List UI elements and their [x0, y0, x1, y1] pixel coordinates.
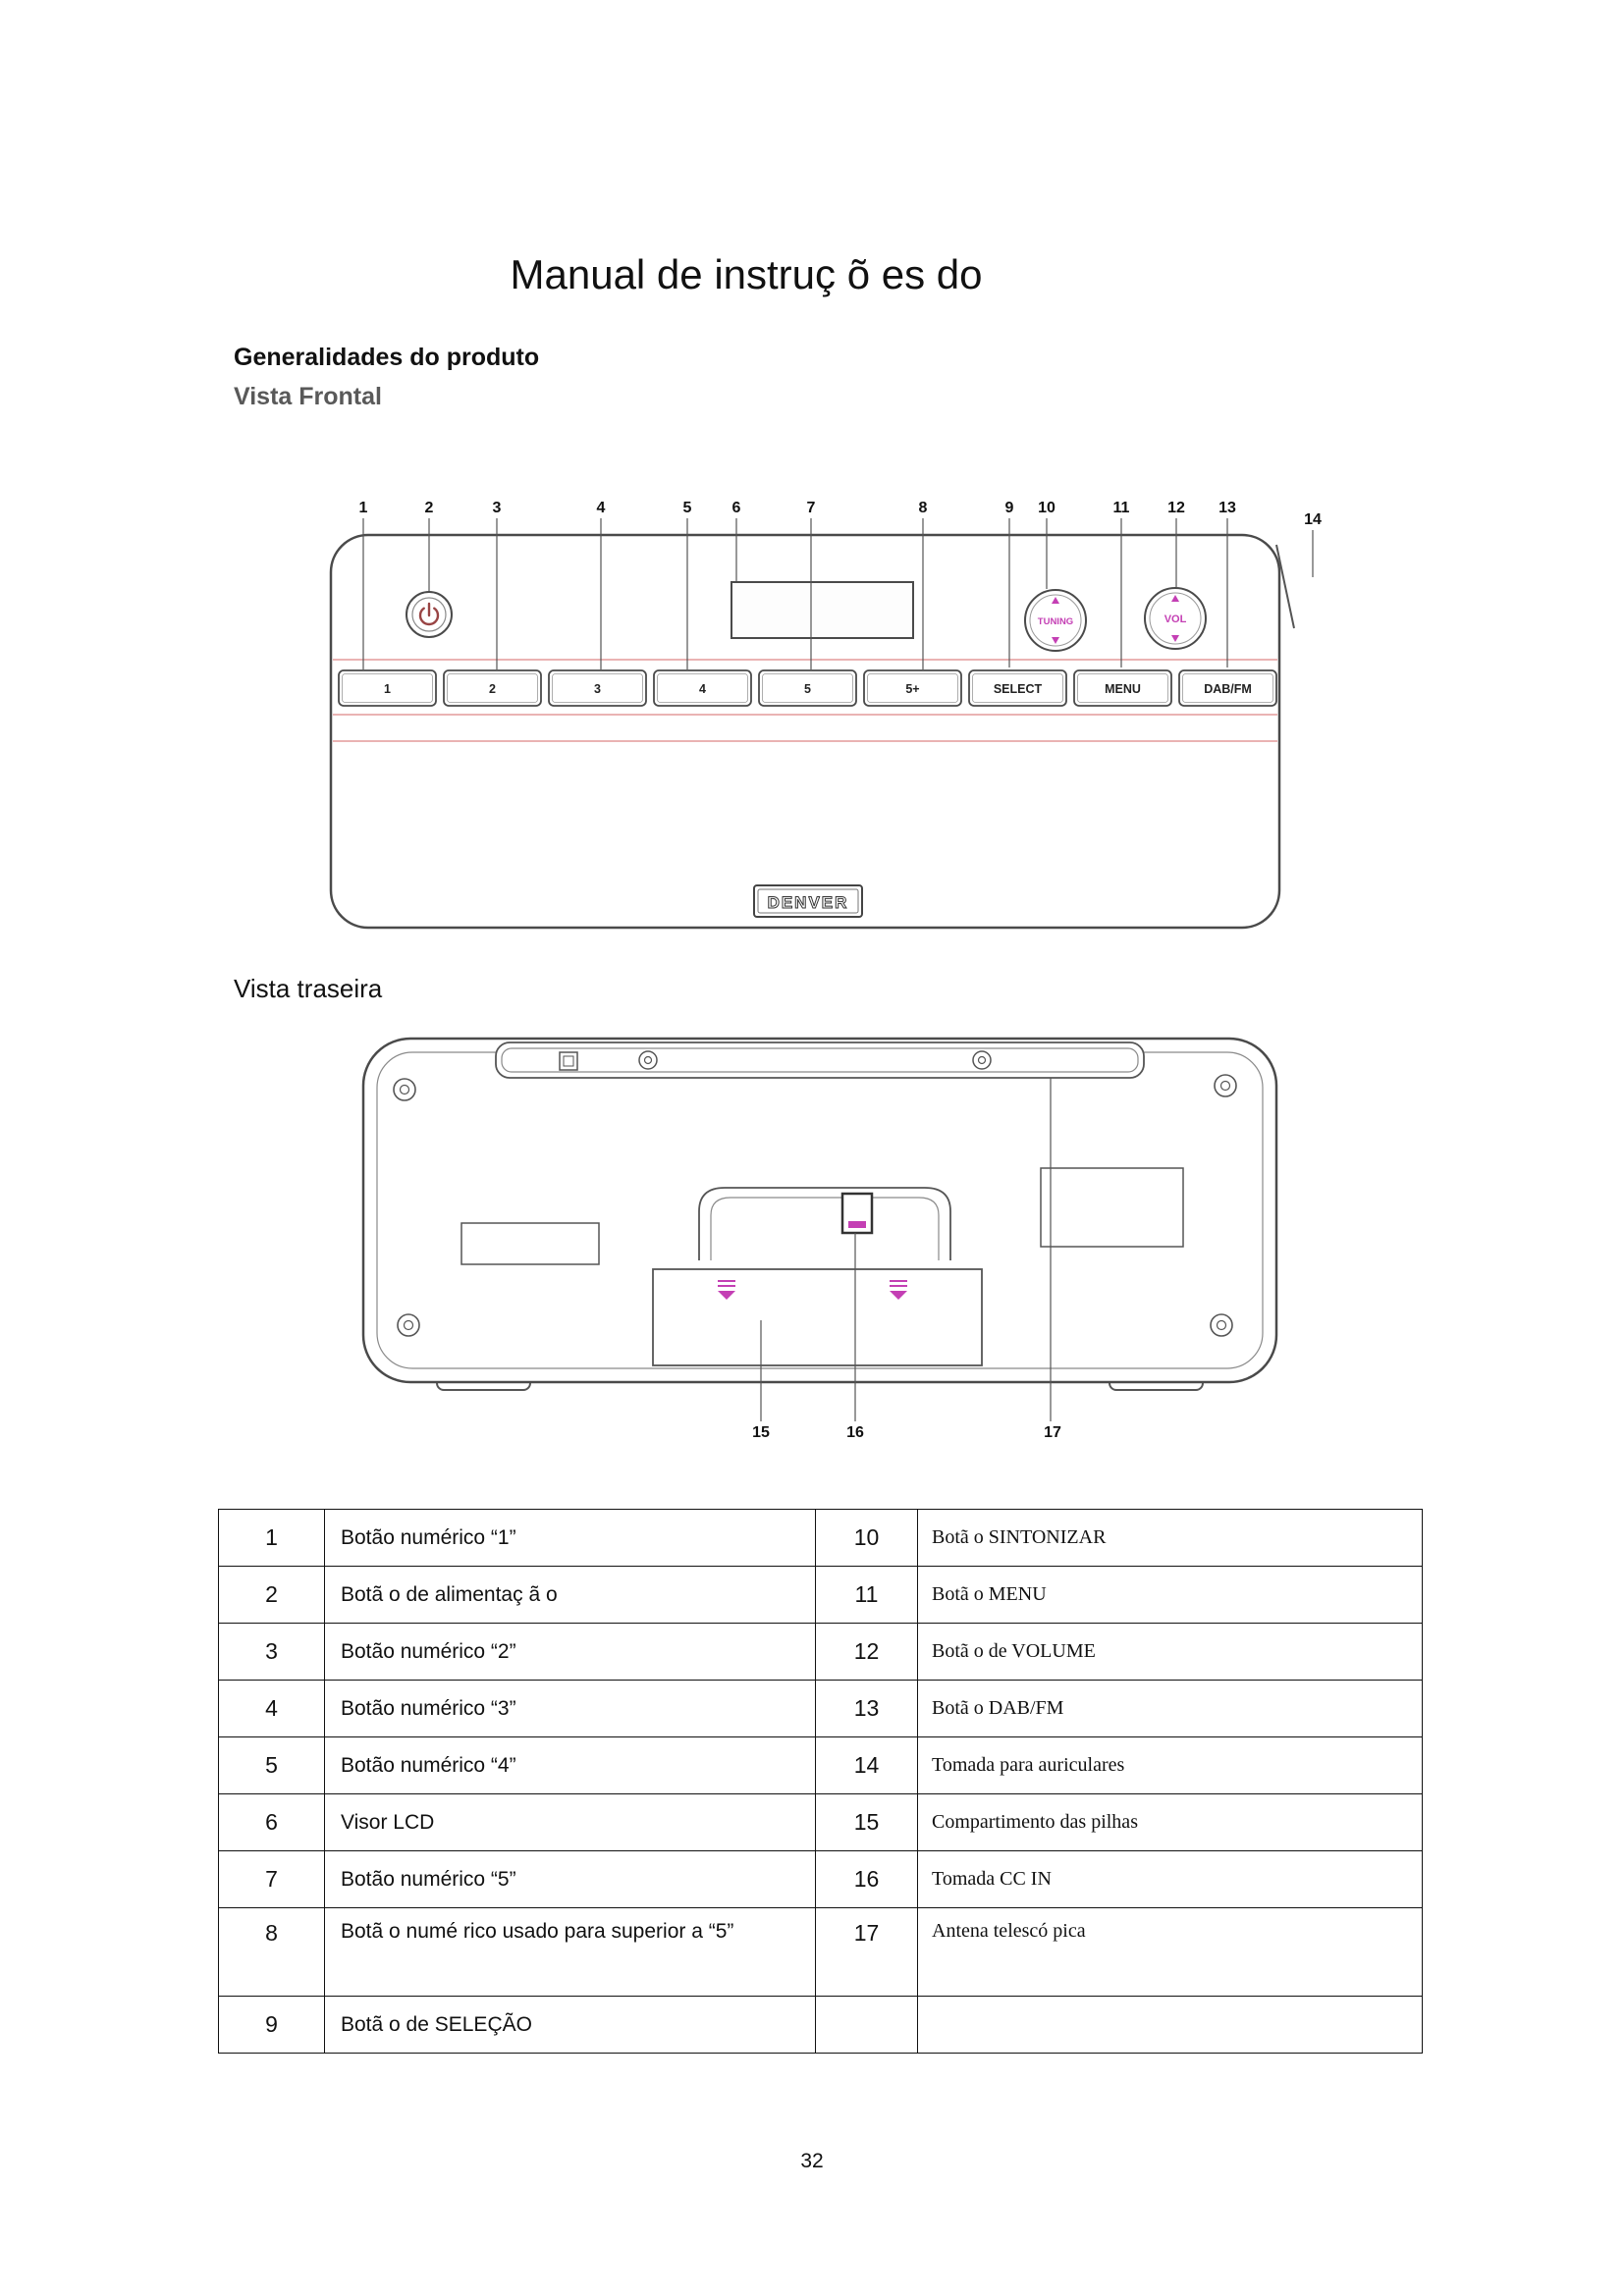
- select-button: [969, 670, 1066, 706]
- menu-button: [1074, 670, 1171, 706]
- rear-view-diagram: [353, 1029, 1296, 1461]
- part-number: 7: [219, 1851, 325, 1908]
- part-desc: Compartimento das pilhas: [918, 1794, 1423, 1851]
- antenna-screw-right-icon: [973, 1051, 991, 1069]
- table-row: [219, 1997, 1423, 2054]
- front-callout-numbers: [359, 500, 1322, 528]
- part-number: 8: [219, 1908, 325, 1997]
- callout-10: 10: [1038, 500, 1056, 516]
- part-desc: Botã o MENU: [918, 1567, 1423, 1624]
- part-desc: Visor LCD: [325, 1794, 816, 1851]
- tuning-label: TUNING: [1037, 616, 1074, 627]
- dabfm-button: [1179, 670, 1276, 706]
- antenna-screw-left-icon: [639, 1051, 657, 1069]
- battery-compartment-door: [653, 1269, 982, 1365]
- preset-button-1-label: 1: [384, 682, 391, 696]
- callout-1: 1: [358, 500, 368, 516]
- table-row: [219, 1567, 1423, 1624]
- lcd-display: [731, 582, 913, 638]
- dc-in-label-mark: [848, 1221, 866, 1228]
- part-desc: Botã o de SELEÇÃO: [325, 1997, 816, 2054]
- part-number: 9: [219, 1997, 325, 2054]
- part-desc: Botão numérico “4”: [325, 1737, 816, 1794]
- table-row: [219, 1510, 1423, 1567]
- screw-bottom-left-icon: [398, 1314, 419, 1336]
- callout-13: 13: [1218, 500, 1236, 516]
- part-desc: [918, 1997, 1423, 2054]
- callout-17: 17: [1044, 1424, 1061, 1441]
- front-button-row: [339, 670, 1276, 706]
- preset-button-1: [339, 670, 436, 706]
- callout-12: 12: [1167, 500, 1185, 516]
- preset-button-3-label: 3: [594, 682, 601, 696]
- part-number: 12: [816, 1624, 918, 1681]
- screw-top-right-icon: [1215, 1075, 1236, 1096]
- part-number: 5: [219, 1737, 325, 1794]
- rear-callout-numbers: [752, 1424, 1061, 1441]
- parts-table: [218, 1509, 1423, 2054]
- dabfm-button-label: DAB/FM: [1204, 682, 1252, 696]
- part-number: 17: [816, 1908, 918, 1997]
- power-button: [406, 592, 452, 637]
- screw-bottom-right-icon: [1211, 1314, 1232, 1336]
- part-number: [816, 1997, 918, 2054]
- part-number: 6: [219, 1794, 325, 1851]
- volume-label: VOL: [1164, 614, 1187, 625]
- part-desc: Botão numérico “1”: [325, 1510, 816, 1567]
- volume-knob: [1145, 588, 1206, 649]
- part-number: 10: [816, 1510, 918, 1567]
- callout-9: 9: [1004, 500, 1014, 516]
- dc-in-dock: [699, 1188, 950, 1260]
- table-row: [219, 1794, 1423, 1851]
- callout-2: 2: [424, 500, 434, 516]
- part-number: 14: [816, 1737, 918, 1794]
- part-desc: Botão numérico “3”: [325, 1681, 816, 1737]
- right-panel: [1041, 1168, 1183, 1247]
- preset-button-2-label: 2: [489, 682, 496, 696]
- denver-logo: [754, 885, 862, 917]
- part-number: 1: [219, 1510, 325, 1567]
- part-number: 11: [816, 1567, 918, 1624]
- part-number: 15: [816, 1794, 918, 1851]
- tuning-knob: [1025, 590, 1086, 651]
- section-heading-rear-view: Vista traseira: [234, 974, 383, 1003]
- telescopic-antenna-bar: [496, 1042, 1144, 1078]
- preset-button-4: [654, 670, 751, 706]
- front-view-diagram: [324, 481, 1335, 952]
- menu-button-label: MENU: [1105, 682, 1141, 696]
- callout-8: 8: [918, 500, 928, 516]
- part-desc: Antena telescó pica: [918, 1908, 1423, 1997]
- part-number: 16: [816, 1851, 918, 1908]
- section-heading-front-view: Vista Frontal: [234, 383, 382, 410]
- callout-7: 7: [806, 500, 816, 516]
- part-number: 2: [219, 1567, 325, 1624]
- part-desc: Botã o numé rico usado para superior a “5”: [325, 1908, 816, 1997]
- callout-16: 16: [846, 1424, 864, 1441]
- table-row: [219, 1681, 1423, 1737]
- part-number: 3: [219, 1624, 325, 1681]
- part-desc: Botã o de alimentaç ã o: [325, 1567, 816, 1624]
- antenna-hinge-icon: [560, 1052, 577, 1070]
- table-row: [219, 1737, 1423, 1794]
- callout-6: 6: [731, 500, 741, 516]
- callout-4: 4: [596, 500, 606, 516]
- part-desc: Botão numérico “2”: [325, 1624, 816, 1681]
- section-heading-overview: Generalidades do produto: [234, 344, 540, 371]
- part-desc: Tomada para auriculares: [918, 1737, 1423, 1794]
- table-row: [219, 1908, 1423, 1997]
- callout-11: 11: [1112, 500, 1130, 516]
- page-number: 32: [800, 2150, 824, 2172]
- select-button-label: SELECT: [993, 682, 1043, 696]
- part-desc: Botão numérico “5”: [325, 1851, 816, 1908]
- preset-button-5plus-label: 5+: [905, 682, 920, 696]
- preset-button-3: [549, 670, 646, 706]
- preset-button-5plus: [864, 670, 961, 706]
- screw-top-left-icon: [394, 1079, 415, 1100]
- preset-button-5-label: 5: [804, 682, 811, 696]
- table-row: [219, 1624, 1423, 1681]
- callout-14: 14: [1304, 511, 1322, 528]
- preset-button-5: [759, 670, 856, 706]
- callout-15: 15: [752, 1424, 770, 1441]
- part-desc: Botã o DAB/FM: [918, 1681, 1423, 1737]
- label-plate: [461, 1223, 599, 1264]
- part-desc: Botã o SINTONIZAR: [918, 1510, 1423, 1567]
- part-number: 13: [816, 1681, 918, 1737]
- part-desc: Tomada CC IN: [918, 1851, 1423, 1908]
- denver-logo-text: DENVER: [767, 893, 849, 912]
- callout-5: 5: [682, 500, 692, 516]
- part-desc: Botã o de VOLUME: [918, 1624, 1423, 1681]
- part-number: 4: [219, 1681, 325, 1737]
- preset-button-2: [444, 670, 541, 706]
- preset-button-4-label: 4: [699, 682, 706, 696]
- page-title: Manual de instruç õ es do: [510, 251, 983, 297]
- callout-3: 3: [492, 500, 502, 516]
- table-row: [219, 1851, 1423, 1908]
